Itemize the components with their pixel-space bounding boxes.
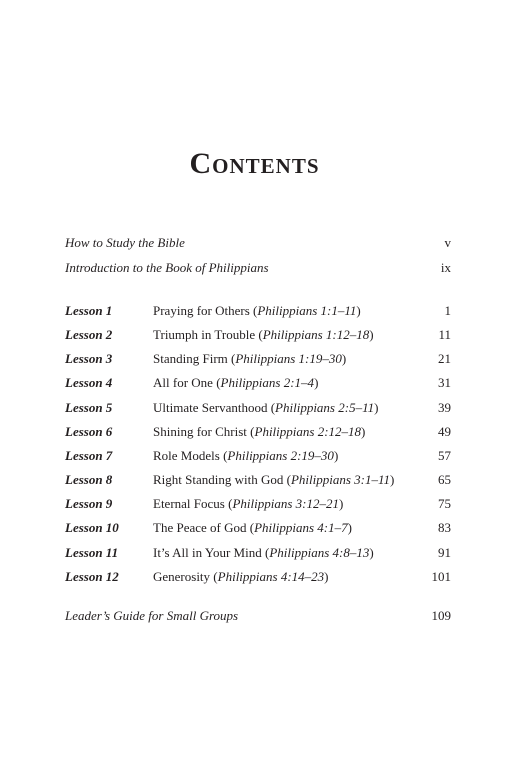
lesson-label: Lesson 4 [65,375,113,390]
toc-entry-page: v [444,235,451,250]
toc-entry-lesson-1[interactable] [65,301,451,321]
scripture-reference: Philippians 2:19–30 [227,448,334,463]
toc-entry-lesson-3[interactable] [65,349,451,369]
toc-entry-page: 11 [438,327,451,342]
lesson-title: Standing Firm (Philippians 1:19–30) [153,351,347,366]
toc-entry-lesson-11[interactable] [65,543,451,563]
toc-entry-page: 101 [431,569,451,584]
toc-entry-leaders-guide[interactable] [65,606,451,626]
toc-entry-lesson-4[interactable] [65,373,451,393]
toc-entry-page: 31 [438,375,451,390]
toc-entry-lesson-7[interactable] [65,446,451,466]
toc-entry-page: ix [440,260,451,275]
toc-entry-page: 65 [438,472,451,487]
lesson-title: Triumph in Trouble (Philippians 1:12–18) [153,327,374,342]
lesson-title: Right Standing with God (Philippians 3:1–11) [153,472,395,487]
lesson-label: Lesson 1 [65,303,113,318]
lesson-title: All for One (Philippians 2:1–4) [153,375,319,390]
lesson-title: Role Models (Philippians 2:19–30) [153,448,339,463]
lesson-label: Lesson 8 [65,472,113,487]
lesson-label: Lesson 9 [65,496,113,511]
scripture-reference: Philippians 4:1–7 [254,520,348,535]
lesson-title: It’s All in Your Mind (Philippians 4:8–13) [153,545,374,560]
toc-entry-title: How to Study the Bible [65,235,185,250]
lesson-title: Generosity (Philippians 4:14–23) [153,569,329,584]
scripture-reference: Philippians 1:1–11 [257,303,357,318]
toc-entry-page: 1 [444,303,451,318]
lesson-label: Lesson 5 [65,400,113,415]
toc-entry-page: 91 [438,545,451,560]
lesson-title: Praying for Others (Philippians 1:1–11) [153,303,361,318]
toc-entry-page: 75 [438,496,451,511]
lesson-label: Lesson 6 [65,424,113,439]
toc-entry-page: 49 [438,424,451,439]
toc-entry-how-to-study[interactable] [65,233,451,253]
lesson-title: Eternal Focus (Philippians 3:12–21) [153,496,344,511]
lesson-title: Shining for Christ (Philippians 2:12–18) [153,424,366,439]
toc-entry-title: Leader’s Guide for Small Groups [65,608,239,623]
toc-entry-lesson-6[interactable] [65,422,451,442]
scripture-reference: Philippians 4:14–23 [217,569,325,584]
toc-entry-lesson-10[interactable] [65,518,451,538]
scripture-reference: Philippians 2:12–18 [254,424,362,439]
toc-entry-lesson-8[interactable] [65,470,451,490]
lesson-label: Lesson 12 [65,569,119,584]
lesson-label: Lesson 2 [65,327,113,342]
toc-entry-page: 83 [438,520,451,535]
toc-entry-page: 39 [438,400,451,415]
lesson-label: Lesson 10 [65,520,119,535]
scripture-reference: Philippians 1:12–18 [262,327,370,342]
toc-entry-page: 109 [431,608,451,623]
toc-entry-lesson-9[interactable] [65,494,451,514]
lesson-title: Ultimate Servanthood (Philippians 2:5–11) [153,400,379,415]
lesson-title: The Peace of God (Philippians 4:1–7) [153,520,352,535]
toc-entry-page: 21 [438,351,451,366]
scripture-reference: Philippians 1:19–30 [235,351,342,366]
scripture-reference: Philippians 4:8–13 [269,545,370,560]
lesson-label: Lesson 11 [65,545,119,560]
scripture-reference: Philippians 3:1–11 [290,472,391,487]
lesson-label: Lesson 7 [65,448,113,463]
toc-entry-lesson-12[interactable] [65,567,451,587]
scripture-reference: Philippians 2:1–4 [220,375,315,390]
page-title: Contents [189,147,320,180]
toc-entry-lesson-5[interactable] [65,398,451,418]
toc-entry-lesson-2[interactable] [65,325,451,345]
scripture-reference: Philippians 2:5–11 [275,400,375,415]
scripture-reference: Philippians 3:12–21 [232,496,339,511]
toc-entry-title: Introduction to the Book of Philippians [65,260,269,275]
toc-entry-page: 57 [438,448,451,463]
toc-entry-introduction[interactable] [65,258,451,278]
lesson-label: Lesson 3 [65,351,113,366]
